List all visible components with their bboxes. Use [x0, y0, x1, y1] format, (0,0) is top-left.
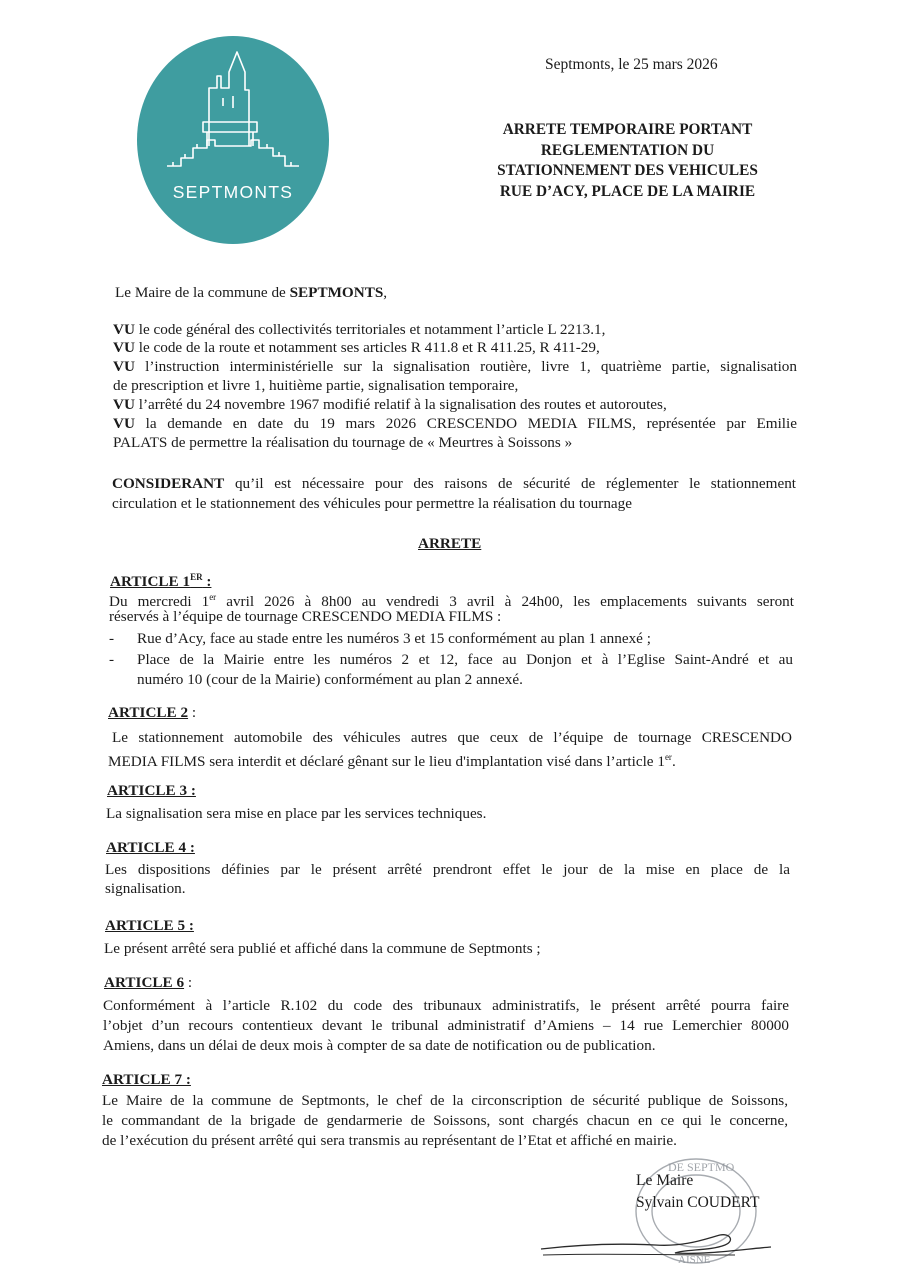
article-text: l’objet d’un recours contentieux devant le tribunal administratif d’Amiens – 14 rue Lemerchier 80000 — [103, 1017, 789, 1034]
arrete-heading: ARRETE — [418, 535, 482, 552]
article-text: signalisation. — [105, 880, 186, 897]
article-text: Conformément à l’article R.102 du code des tribunaux administratifs, le présent arrêté pourra faire — [103, 997, 789, 1014]
castle-icon — [137, 36, 329, 244]
vu-line-continued: PALATS de permettre la réalisation du tournage de « Meurtres à Soissons » — [113, 434, 573, 451]
list-item: - — [109, 651, 115, 668]
article-heading: ARTICLE 5 : — [105, 917, 194, 934]
title-line: ARRETE TEMPORAIRE PORTANT — [502, 121, 753, 138]
signatory-role: Le Maire — [636, 1172, 694, 1189]
article-text: Le stationnement automobile des véhicules autres que ceux de l’équipe de tournage CRESCENDO — [112, 729, 792, 746]
intro-line: Le Maire de la commune de SEPTMONTS, — [115, 284, 388, 301]
list-item: Place de la Mairie entre les numéros 2 et 12, face au Donjon et à l’Eglise Saint-André et au — [137, 651, 793, 668]
vu-line: VU la demande en date du 19 mars 2026 CRESCENDO MEDIA FILMS, représentée par Emilie — [113, 415, 797, 432]
document-title — [455, 120, 800, 202]
list-item: Rue d’Acy, face au stade entre les numéros 3 et 15 conformément au plan 1 annexé ; — [137, 630, 651, 647]
considerant-line: CONSIDERANT qu’il est nécessaire pour des raisons de sécurité de réglementer le stationnement — [112, 475, 797, 492]
title-line: REGLEMENTATION DU — [540, 141, 715, 159]
signatory-name: Sylvain COUDERT — [636, 1194, 760, 1211]
article-text: Amiens, dans un délai de deux mois à compter de sa date de notification ou de publication. — [103, 1037, 656, 1054]
septmonts-logo — [137, 36, 329, 244]
article-heading: ARTICLE 1ER : — [110, 572, 212, 590]
title-line: STATIONNEMENT DES VEHICULES — [497, 162, 758, 179]
article-text: le commandant de la brigade de gendarmerie de Soissons, sont chargés chacun en ce qui le concerne, — [102, 1112, 788, 1129]
article-text: Le Maire de la commune de Septmonts, le chef de la circonscription de sécurité publique de Soissons, — [102, 1092, 788, 1109]
considerant-line-continued: circulation et le stationnement des véhicules pour permettre la réalisation du tournage — [112, 495, 632, 512]
article-heading: ARTICLE 4 : — [106, 839, 195, 856]
article-text: La signalisation sera mise en place par les services techniques. — [106, 805, 487, 822]
article-text: de l’exécution du présent arrêté qui sera transmis au représentant de l’Etat et affiché en mairie. — [102, 1132, 677, 1149]
vu-line: VU l’arrêté du 24 novembre 1967 modifié relatif à la signalisation des routes et autoroutes, — [113, 396, 667, 413]
stamp-text: DE SEPTMO — [668, 1160, 735, 1174]
article-text: réservés à l’équipe de tournage CRESCENDO MEDIA FILMS : — [109, 608, 502, 625]
list-item-continued: numéro 10 (cour de la Mairie) conformément au plan 2 annexé. — [137, 671, 523, 688]
article-text: Les dispositions définies par le présent arrêté prendront effet le jour de la mise en place de la — [105, 861, 790, 878]
article-text: Le présent arrêté sera publié et affiché dans la commune de Septmonts ; — [104, 940, 541, 957]
list-item: - — [109, 630, 115, 647]
logo-text: SEPTMONTS — [172, 182, 294, 202]
article-heading: ARTICLE 6 : — [104, 974, 193, 991]
stamp-text: AISNE — [678, 1254, 711, 1266]
article-heading: ARTICLE 3 : — [107, 782, 196, 799]
vu-line: VU l’instruction interministérielle sur la signalisation routière, livre 1, quatrième partie, signalisation — [113, 358, 797, 375]
article-heading: ARTICLE 2 : — [108, 704, 197, 721]
handwritten-signature — [535, 1225, 775, 1265]
commune-name: SEPTMONTS — [289, 284, 384, 301]
document-date: Septmonts, le 25 mars 2026 — [545, 56, 718, 73]
article-text: Du mercredi 1er avril 2026 à 8h00 au vendredi 3 avril à 24h00, les emplacements suivants seront — [109, 592, 794, 610]
article-heading: ARTICLE 7 : — [102, 1071, 191, 1088]
vu-line-continued: de prescription et livre 1, huitième partie, signalisation temporaire, — [113, 377, 519, 394]
title-line: RUE D’ACY, PLACE DE LA MAIRIE — [499, 182, 756, 200]
vu-line: VU le code général des collectivités territoriales et notamment l’article L 2213.1, — [113, 321, 606, 338]
article-text: MEDIA FILMS sera interdit et déclaré gênant sur le lieu d'implantation visé dans l’article 1er. — [108, 752, 676, 770]
vu-line: VU le code de la route et notamment ses articles R 411.8 et R 411.25, R 411-29, — [113, 339, 600, 356]
